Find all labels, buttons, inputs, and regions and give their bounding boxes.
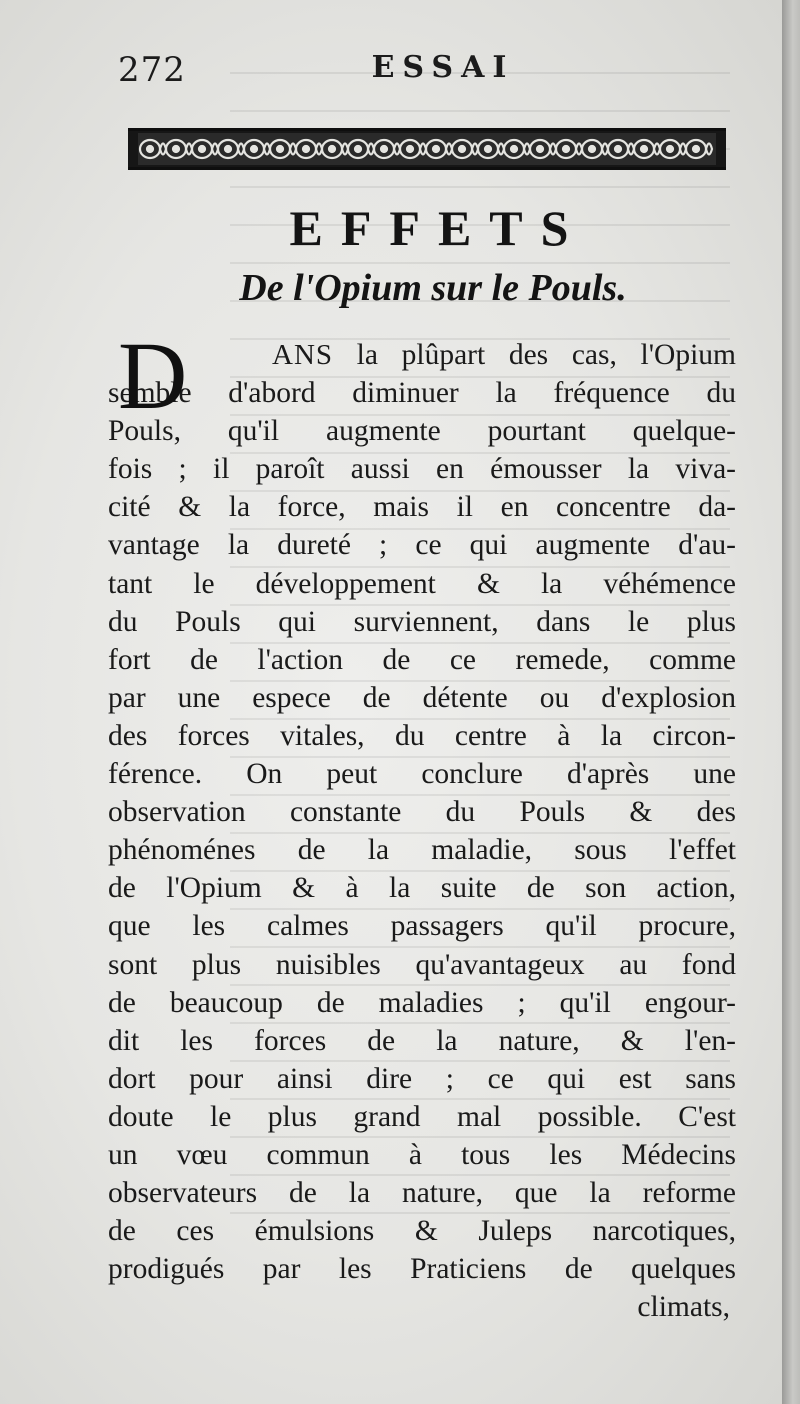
text-line <box>108 336 736 374</box>
text-line-content: sont plus nuisibles qu'avantageux au fond <box>108 948 736 981</box>
text-line-content: que les calmes passagers qu'il procure, <box>108 910 736 943</box>
text-line-content: doute le plus grand mal possible. C'est <box>108 1100 736 1133</box>
text-line <box>108 488 736 526</box>
text-line-content: de ces émulsions & Juleps narcotiques, <box>108 1215 736 1248</box>
first-word-caps: ANS <box>272 339 334 371</box>
chapter-heading <box>118 195 728 315</box>
text-line-content: des forces vitales, du centre à la circon- <box>108 719 736 752</box>
text-line <box>108 831 736 869</box>
text-line <box>108 1136 736 1174</box>
text-line-content: vantage la dureté ; ce qui augmente d'au- <box>108 529 736 562</box>
text-lines <box>108 322 736 1326</box>
text-line-content: prodigués par les Praticiens de quelques <box>108 1253 736 1286</box>
text-line <box>108 1022 736 1060</box>
text-line-content: observation constante du Pouls & des <box>108 796 736 829</box>
text-line <box>108 755 736 793</box>
text-line <box>108 603 736 641</box>
text-line <box>108 1174 736 1212</box>
text-line <box>108 1250 736 1288</box>
text-line-content: semble d'abord diminuer la fréquence du <box>108 377 736 410</box>
text-line <box>108 717 736 755</box>
text-line <box>108 641 736 679</box>
text-line-content: fort de l'action de ce remede, comme <box>108 643 736 676</box>
text-line-content: un vœu commun à tous les Médecins <box>108 1138 736 1171</box>
text-line-content: Pouls, qu'il augmente pourtant quelque- <box>108 415 736 448</box>
text-line <box>108 374 736 412</box>
text-line-content: de l'Opium & à la suite de son action, <box>108 872 736 905</box>
text-line-content: fois ; il paroît aussi en émousser la viva- <box>108 453 736 486</box>
text-line <box>108 1060 736 1098</box>
text-line <box>108 679 736 717</box>
text-line-content: du Pouls qui surviennent, dans le plus <box>108 605 736 638</box>
text-line <box>108 565 736 603</box>
ornamental-band <box>128 128 726 170</box>
text-line <box>108 526 736 564</box>
text-line <box>108 907 736 945</box>
chapter-title: EFFETS <box>289 200 587 256</box>
text-line-content: observateurs de la nature, que la reforme <box>108 1177 736 1210</box>
running-head <box>118 46 728 96</box>
text-line-content: climats, <box>637 1291 730 1324</box>
text-line-content: dort pour ainsi dire ; ce qui est sans <box>108 1062 736 1095</box>
text-line <box>108 1212 736 1250</box>
page-gutter <box>782 0 800 1404</box>
text-line-content: par une espece de détente ou d'explosion <box>108 681 736 714</box>
text-line-content: phénoménes de la maladie, sous l'effet <box>108 834 736 867</box>
text-line <box>108 984 736 1022</box>
text-line <box>108 450 736 488</box>
text-line <box>108 1098 736 1136</box>
text-line <box>108 793 736 831</box>
text-line-content: la plûpart des cas, l'Opium <box>333 339 736 371</box>
text-line-content: de beaucoup de maladies ; qu'il engour- <box>108 986 736 1019</box>
chapter-subtitle: De l'Opium sur le Pouls. <box>239 267 627 309</box>
page-number: 272 <box>118 50 186 90</box>
text-line-content: férence. On peut conclure d'après une <box>108 758 736 791</box>
text-line <box>108 412 736 450</box>
drop-cap: D <box>118 322 188 429</box>
running-title: ESSAI <box>371 50 515 85</box>
text-line <box>108 1288 736 1326</box>
text-line <box>108 946 736 984</box>
text-line-content: dit les forces de la nature, & l'en- <box>108 1024 736 1057</box>
text-line-content: cité & la force, mais il en concentre da- <box>108 491 736 524</box>
text-line <box>108 869 736 907</box>
text-line-content: tant le développement & la véhémence <box>108 567 736 600</box>
body-text <box>108 322 736 1326</box>
